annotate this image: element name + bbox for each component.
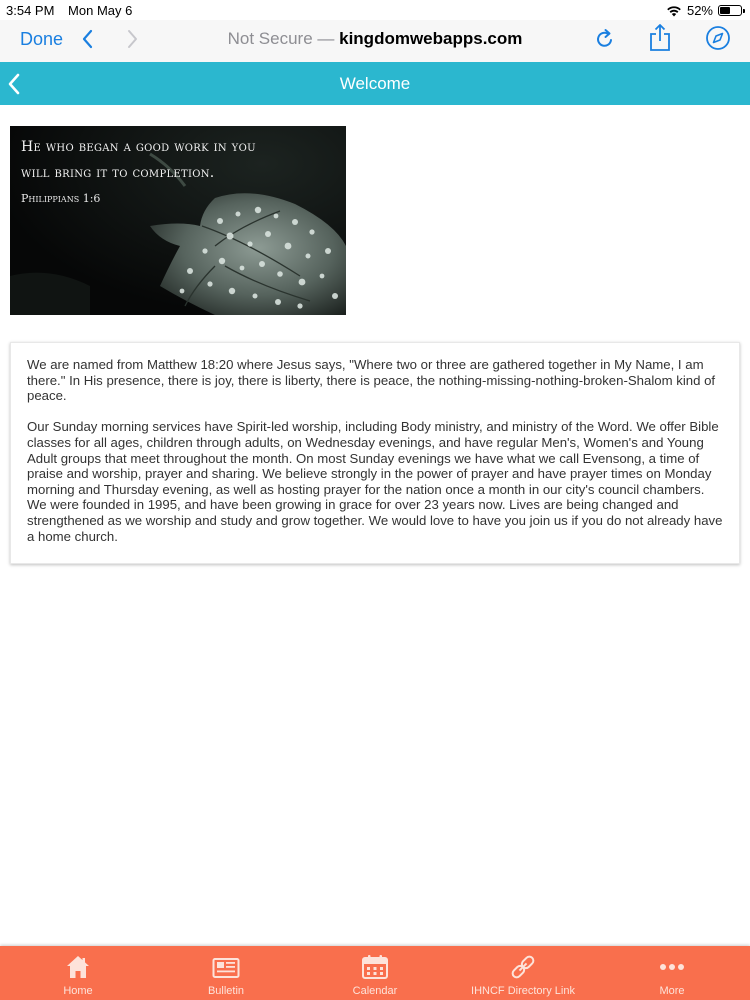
not-secure-label: Not Secure — (227, 29, 335, 48)
tab-bulletin[interactable] (151, 946, 301, 1000)
tab-calendar-label: Calendar (352, 985, 398, 997)
status-time: 3:54 PM (6, 3, 55, 18)
tab-calendar[interactable] (300, 946, 450, 1000)
done-button[interactable]: Done (20, 29, 64, 49)
welcome-card (10, 342, 740, 564)
address-bar[interactable] (0, 29, 750, 49)
link-icon (509, 954, 537, 980)
hero-reference: Philippians 1:6 (21, 192, 101, 205)
battery-fill (720, 7, 730, 14)
bulletin-icon (212, 954, 240, 980)
tab-more-label: More (659, 985, 685, 997)
tab-directory-link[interactable] (448, 946, 598, 1000)
more-icon (658, 954, 686, 980)
tab-bulletin-label: Bulletin (207, 985, 245, 997)
bottom-tab-bar (0, 946, 750, 1000)
calendar-icon (361, 954, 389, 980)
battery-percent: 52% (686, 3, 713, 18)
app-header (0, 62, 750, 105)
welcome-paragraph-1: We are named from Matthew 18:20 where Jesus says, "Where two or three are gathered together in My Name, I am there." In His presence, there is joy, there is liberty, there is peace, the nothing-missing-nothing-broken-Shalom kind of peace. (27, 357, 716, 404)
tab-home[interactable] (3, 946, 153, 1000)
home-icon (64, 954, 92, 980)
wifi-icon (666, 5, 682, 17)
share-icon[interactable] (648, 23, 672, 53)
page-title: Welcome (339, 74, 411, 93)
tab-home-label: Home (63, 985, 93, 997)
status-bar (0, 0, 750, 20)
status-date: Mon May 6 (68, 3, 133, 18)
hero-image (10, 126, 346, 315)
welcome-paragraph-2: Our Sunday morning services have Spirit-led worship, including Body ministry, and ministry of the Word. We offer Bible classes for all ages, children through adults, on Wednesday evenings, and have regular Men's, Women's and Young Adult groups that meet throughout the month. On most Sunday evenings we have what we call Evensong, a time of praise and worship, prayer and sharing. We believe strongly in the power of prayer and have prayer times on Monday morning and Thursday evening, as well as hosting prayer for the nation once a month in our city's council chambers. We were founded in 1995, and have been growing in grace for over 23 years now. Lives are being changed and strengthened as we worship and study and grow together. We would love to have you join us if you do not already have a home church. (27, 419, 723, 544)
hero-quote-line-1: He who began a good work in you (21, 139, 256, 155)
compass-icon[interactable] (705, 25, 731, 51)
reload-icon[interactable] (594, 26, 616, 52)
browser-toolbar (0, 20, 750, 62)
tab-directory-link-label: IHNCF Directory Link (471, 985, 575, 997)
battery-icon (718, 5, 742, 16)
tab-more[interactable] (597, 946, 747, 1000)
hero-quote-line-2: will bring it to completion. (21, 165, 215, 181)
domain-label: kingdomwebapps.com (339, 29, 523, 48)
hero-quote (21, 134, 341, 186)
